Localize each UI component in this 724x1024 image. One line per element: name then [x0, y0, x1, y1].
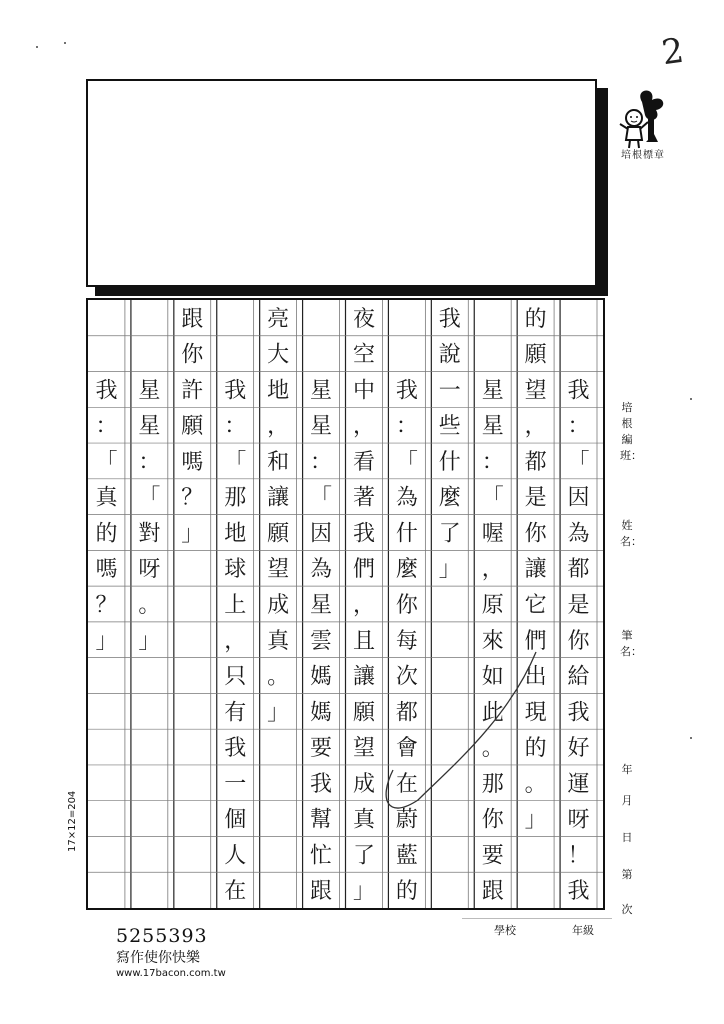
handwritten-character: 要 [310, 736, 333, 762]
handwritten-character: 星 [310, 414, 333, 440]
handwritten-character: 」 [95, 628, 118, 654]
handwritten-character: 呀 [138, 557, 161, 583]
handwritten-character: 人 [224, 843, 247, 869]
handwritten-character: 每 [395, 628, 418, 654]
handwritten-character: 「 [567, 449, 590, 475]
handwritten-character: 你 [524, 521, 547, 547]
handwritten-character: 我 [567, 700, 590, 726]
handwritten-character: 麼 [395, 557, 418, 583]
handwritten-character: 跟 [181, 306, 204, 332]
date-year-label: 年 [621, 763, 633, 776]
handwritten-character: ： [95, 414, 118, 440]
school-label: 學校 [494, 924, 516, 937]
handwritten-character: 望 [352, 736, 375, 762]
handwritten-character: 成 [352, 771, 375, 797]
handwritten-character: 的 [95, 521, 118, 547]
comment-box-shadow-right [597, 88, 608, 296]
handwritten-character: 「 [310, 485, 333, 511]
handwritten-character: 看 [352, 449, 375, 475]
handwritten-character: 出 [524, 664, 547, 690]
handwritten-character: 忙 [310, 843, 333, 869]
handwritten-character: ： [567, 414, 590, 440]
footer-brand [116, 925, 276, 979]
handwritten-character: 次 [395, 664, 418, 690]
handwritten-character: 為 [310, 557, 333, 583]
handwritten-character: 大 [267, 342, 290, 368]
handwritten-character: 亮 [267, 306, 290, 332]
grid-size-label: 17×12=204 [67, 790, 78, 852]
handwritten-character: 在 [395, 771, 418, 797]
class-label: 培根編班： [620, 401, 642, 462]
handwritten-character: 球 [224, 557, 247, 583]
handwritten-character: 許 [181, 378, 204, 404]
handwritten-character: 因 [310, 521, 333, 547]
handwritten-character: 什 [395, 521, 418, 547]
handwritten-character: 「 [395, 449, 418, 475]
handwritten-character: 願 [524, 342, 547, 368]
handwritten-character: ， [524, 414, 547, 440]
handwritten-character: 你 [395, 593, 418, 618]
handwritten-character: ？ [181, 485, 204, 511]
handwritten-character: 讓 [267, 485, 290, 511]
handwritten-character: 只 [224, 664, 247, 690]
handwritten-character: 給 [567, 664, 590, 690]
session-label: 第 [621, 868, 633, 881]
handwritten-character: 們 [352, 557, 375, 583]
handwritten-character: 我 [395, 378, 418, 404]
handwritten-character: 都 [524, 449, 547, 475]
page-number: 2 [659, 30, 687, 74]
school-underline [462, 918, 612, 919]
handwritten-character: 那 [224, 485, 247, 511]
handwritten-character: 我 [95, 378, 118, 404]
handwritten-character: 你 [181, 342, 204, 368]
handwritten-character: ： [224, 414, 247, 440]
handwritten-character: ： [395, 414, 418, 440]
handwritten-character: 「 [224, 449, 247, 475]
handwritten-character: ， [224, 628, 247, 654]
handwritten-character: 。 [138, 593, 161, 618]
slogan: 寫作使你快樂 [116, 950, 200, 966]
handwritten-character: 你 [567, 628, 590, 654]
scan-speck [690, 737, 692, 739]
scan-speck [36, 46, 38, 48]
handwritten-character: 都 [395, 700, 418, 726]
handwritten-character: 」 [267, 700, 290, 726]
handwritten-character: 在 [224, 879, 247, 905]
handwritten-character: 「 [95, 449, 118, 475]
handwritten-character: 」 [438, 557, 461, 583]
handwritten-character: 運 [567, 771, 590, 797]
name-label: 姓名： [620, 519, 642, 548]
handwritten-character: 它 [524, 593, 547, 618]
handwritten-character: ？ [95, 593, 118, 618]
handwritten-character: 我 [310, 771, 333, 797]
handwritten-character: 地 [224, 521, 247, 547]
handwritten-character: 原 [481, 593, 504, 618]
handwritten-character: 著 [352, 485, 375, 511]
handwritten-character: 了 [438, 521, 461, 547]
handwritten-character: 我 [224, 378, 247, 404]
handwritten-character: 我 [438, 306, 461, 332]
handwritten-character: 夜 [352, 306, 375, 332]
date-month-label: 月 [621, 794, 633, 807]
stamp-label: 培根標章 [621, 150, 665, 161]
handwritten-character: 了 [352, 843, 375, 869]
date-day-label: 日 [621, 831, 633, 844]
submission-number: 5255393 [116, 925, 208, 947]
handwritten-character: 真 [352, 807, 375, 833]
handwritten-character: ， [481, 557, 504, 583]
handwritten-character: 上 [224, 593, 247, 618]
handwritten-character: 讓 [524, 557, 547, 583]
handwritten-character: 的 [395, 879, 418, 905]
handwritten-character: 跟 [310, 879, 333, 905]
handwritten-character: 的 [524, 306, 547, 332]
handwritten-character: 什 [438, 449, 461, 475]
handwritten-character: 來 [481, 628, 504, 654]
handwritten-character: ， [267, 414, 290, 440]
handwritten-character: 中 [352, 378, 375, 404]
handwritten-character: 為 [567, 521, 590, 547]
handwritten-character: 和 [267, 449, 290, 475]
handwritten-character: 」 [181, 521, 204, 547]
handwritten-character: 且 [352, 628, 375, 654]
handwritten-character: 星 [138, 414, 161, 440]
handwritten-character: 。 [481, 736, 504, 762]
handwritten-character: 「 [138, 485, 161, 511]
handwritten-character: 因 [567, 485, 590, 511]
handwritten-character: 望 [267, 557, 290, 583]
handwritten-character: 跟 [481, 879, 504, 905]
handwritten-character: 。 [267, 664, 290, 690]
handwritten-character: 都 [567, 557, 590, 583]
handwritten-character: 說 [438, 342, 461, 368]
handwritten-character: 我 [352, 521, 375, 547]
handwritten-character: 願 [181, 414, 204, 440]
handwritten-character: 真 [267, 628, 290, 654]
comment-box-shadow-bottom [95, 287, 608, 296]
handwritten-character: 望 [524, 378, 547, 404]
handwritten-character: 星 [481, 378, 504, 404]
handwritten-character: 些 [438, 414, 461, 440]
handwritten-character: 呀 [567, 807, 590, 833]
handwritten-character: ： [481, 449, 504, 475]
handwritten-character: 的 [524, 736, 547, 762]
handwritten-character: 嗎 [181, 449, 204, 475]
handwritten-character: 願 [352, 700, 375, 726]
handwritten-character: 我 [224, 736, 247, 762]
handwritten-character: ， [352, 414, 375, 440]
handwritten-character: 真 [95, 485, 118, 511]
handwritten-character: 是 [567, 593, 590, 618]
handwritten-character: 個 [224, 807, 247, 833]
handwritten-character: 」 [524, 807, 547, 833]
grade-label: 年級 [572, 924, 594, 937]
handwritten-character: ： [138, 449, 161, 475]
handwritten-character: 」 [138, 628, 161, 654]
handwritten-character: 此 [481, 700, 504, 726]
grid-lines [88, 300, 603, 908]
handwritten-character: 。 [524, 771, 547, 797]
handwritten-character: 藍 [395, 843, 418, 869]
handwritten-character: 要 [481, 843, 504, 869]
handwritten-character: 一 [224, 771, 247, 797]
handwritten-character: 媽 [310, 664, 333, 690]
handwritten-character: 為 [395, 485, 418, 511]
handwritten-character: ！ [567, 843, 590, 869]
handwritten-character: 空 [352, 342, 375, 368]
handwritten-character: 星 [138, 378, 161, 404]
handwritten-character: 會 [395, 736, 418, 762]
handwritten-character: 我 [567, 879, 590, 905]
handwritten-character: ， [352, 593, 375, 618]
handwritten-character: 」 [352, 879, 375, 905]
handwritten-character: 星 [310, 378, 333, 404]
handwritten-character: 對 [138, 521, 161, 547]
handwritten-character: 雲 [310, 628, 333, 654]
handwritten-character: 現 [524, 700, 547, 726]
handwritten-character: 成 [267, 593, 290, 618]
handwritten-character: 嗎 [95, 557, 118, 583]
handwritten-character: 地 [267, 378, 290, 404]
child-with-tree-stamp-icon [612, 84, 672, 154]
handwritten-character: 讓 [352, 664, 375, 690]
session-suffix-label: 次 [621, 903, 633, 916]
handwritten-character: 麼 [438, 485, 461, 511]
handwritten-character: 你 [481, 807, 504, 833]
pen-name-label: 筆名： [620, 629, 642, 658]
handwritten-character: 有 [224, 700, 247, 726]
website-url: www.17bacon.com.tw [116, 968, 226, 979]
handwritten-character: 一 [438, 378, 461, 404]
handwritten-character: 好 [567, 736, 590, 762]
handwritten-character: 喔 [481, 521, 504, 547]
writing-grid [86, 298, 605, 910]
scan-speck [690, 398, 692, 400]
handwritten-character: 星 [310, 593, 333, 618]
handwritten-character: 是 [524, 485, 547, 511]
handwritten-character: 幫 [310, 807, 333, 833]
handwritten-character: 們 [524, 628, 547, 654]
handwritten-character: 星 [481, 414, 504, 440]
handwritten-character: 我 [567, 378, 590, 404]
teacher-comment-box [86, 79, 597, 287]
handwritten-character: 願 [267, 521, 290, 547]
handwritten-character: 那 [481, 771, 504, 797]
handwritten-character: 蔚 [395, 807, 418, 833]
handwritten-character: 「 [481, 485, 504, 511]
handwritten-character: 媽 [310, 700, 333, 726]
scan-speck [64, 42, 66, 44]
handwritten-character: ： [310, 449, 333, 475]
handwritten-character: 如 [481, 664, 504, 690]
